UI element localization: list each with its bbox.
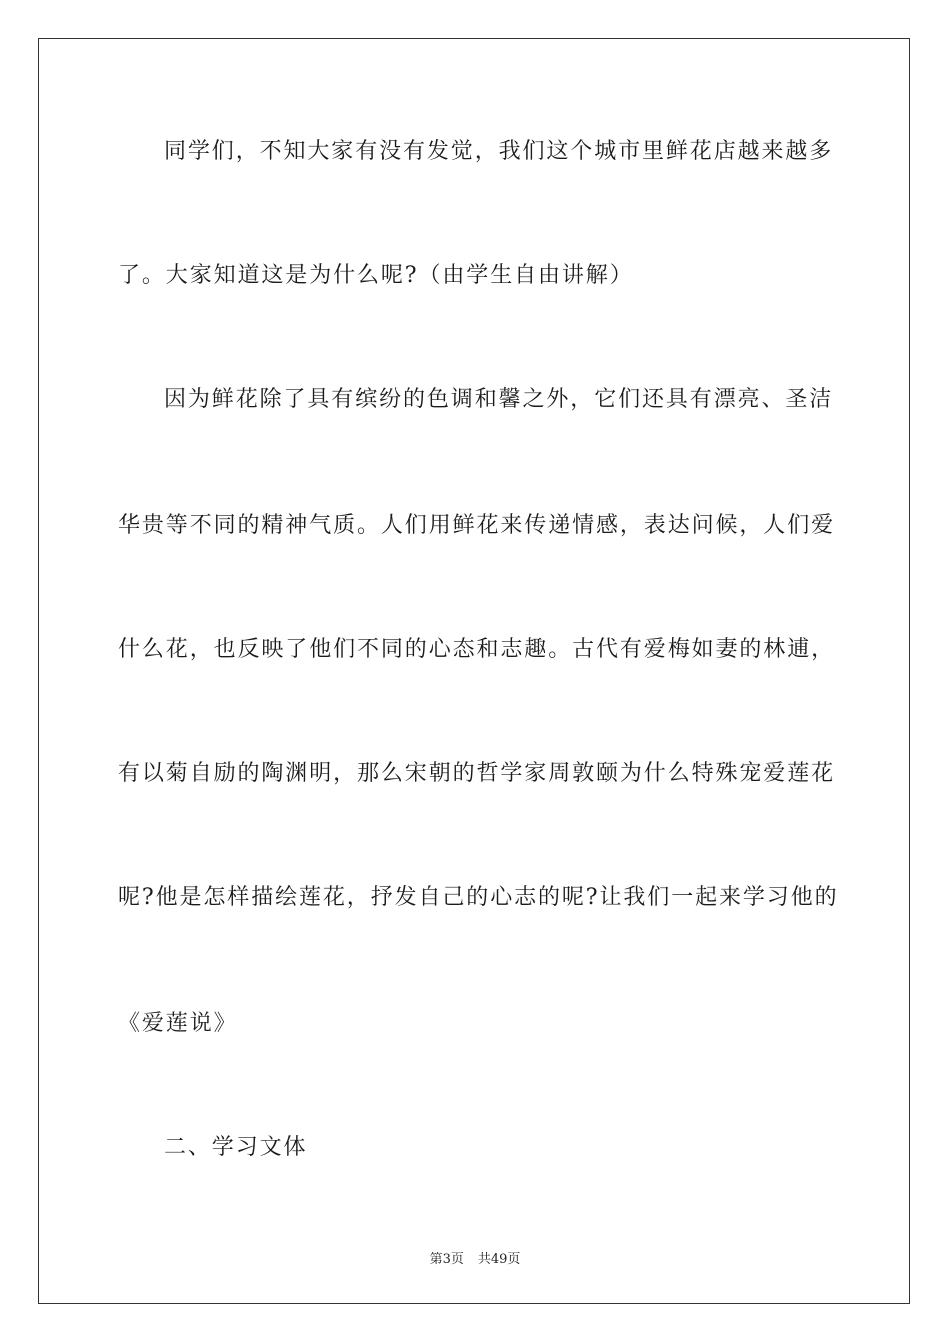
paragraph-2-line-4: 有以菊自励的陶渊明，那么宋朝的哲学家周敦颐为什么特殊宠爱莲花 xyxy=(118,761,836,786)
paragraph-1-line-2: 了。大家知道这是为什么呢?（由学生自由讲解） xyxy=(118,263,634,288)
page-number: 第3页 xyxy=(429,1252,464,1267)
page-total: 共49页 xyxy=(477,1252,521,1267)
paragraph-2-line-6: 《爱莲说》 xyxy=(118,1011,238,1036)
paragraph-1-line-1: 同学们，不知大家有没有发觉，我们这个城市里鲜花店越来越多 xyxy=(164,139,834,164)
paragraph-2-line-5: 呢?他是怎样描绘莲花，抒发自己的心志的呢?让我们一起来学习他的 xyxy=(118,885,839,910)
paragraph-2-line-3: 什么花，也反映了他们不同的心态和志趣。古代有爱梅如妻的林逋， xyxy=(118,637,836,662)
paragraph-2-line-2: 华贵等不同的精神气质。人们用鲜花来传递情感，表达问候，人们爱 xyxy=(118,513,836,538)
paragraph-2-line-1: 因为鲜花除了具有缤纷的色调和馨之外，它们还具有漂亮、圣洁 xyxy=(164,387,834,412)
page-footer xyxy=(0,1248,950,1267)
page-border xyxy=(38,38,910,1304)
section-heading: 二、学习文体 xyxy=(164,1135,308,1160)
